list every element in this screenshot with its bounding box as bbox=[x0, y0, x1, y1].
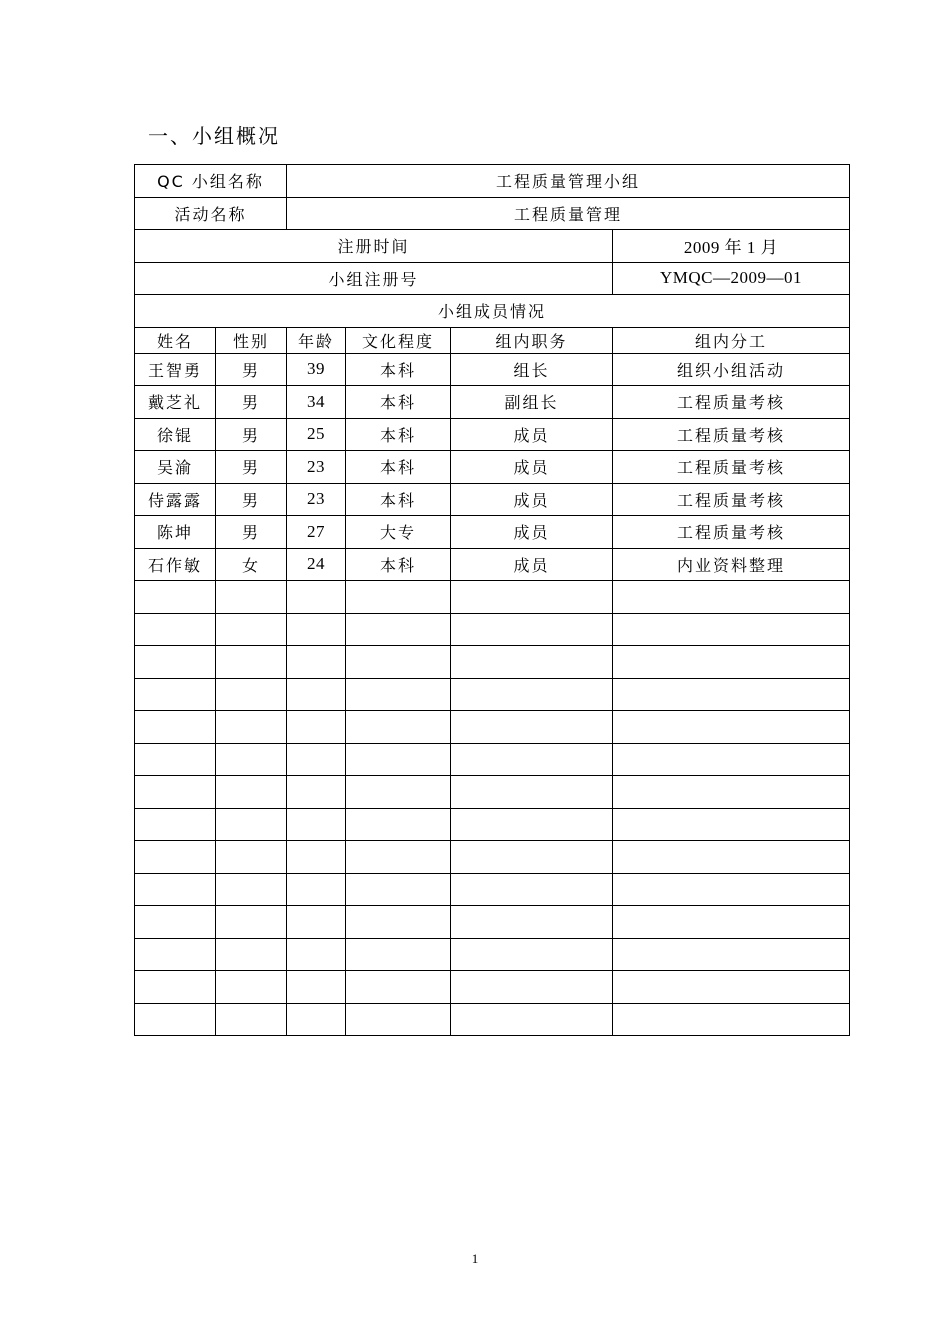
reg-time-label: 注册时间 bbox=[135, 230, 613, 263]
empty-cell bbox=[451, 613, 613, 646]
header-gender: 性别 bbox=[216, 327, 287, 353]
empty-cell bbox=[613, 906, 850, 939]
empty-cell bbox=[346, 646, 451, 679]
empty-row bbox=[135, 938, 850, 971]
member-education: 本科 bbox=[346, 451, 451, 484]
empty-cell bbox=[135, 971, 216, 1004]
member-position: 成员 bbox=[451, 548, 613, 581]
qc-name-row bbox=[135, 165, 850, 198]
empty-cell bbox=[135, 613, 216, 646]
empty-cell bbox=[451, 808, 613, 841]
empty-row bbox=[135, 873, 850, 906]
member-position: 成员 bbox=[451, 483, 613, 516]
empty-cell bbox=[287, 581, 346, 614]
member-duty: 工程质量考核 bbox=[613, 418, 850, 451]
member-duty: 工程质量考核 bbox=[613, 483, 850, 516]
header-name: 姓名 bbox=[135, 327, 216, 353]
empty-row bbox=[135, 646, 850, 679]
empty-cell bbox=[135, 646, 216, 679]
header-position: 组内职务 bbox=[451, 327, 613, 353]
empty-cell bbox=[613, 808, 850, 841]
empty-cell bbox=[613, 646, 850, 679]
empty-cell bbox=[135, 1003, 216, 1036]
activity-row bbox=[135, 197, 850, 230]
member-position: 成员 bbox=[451, 418, 613, 451]
empty-cell bbox=[613, 938, 850, 971]
empty-cell bbox=[451, 938, 613, 971]
member-gender: 男 bbox=[216, 386, 287, 419]
empty-cell bbox=[135, 678, 216, 711]
empty-cell bbox=[613, 711, 850, 744]
empty-row bbox=[135, 743, 850, 776]
member-row bbox=[135, 353, 850, 386]
empty-cell bbox=[451, 971, 613, 1004]
empty-row bbox=[135, 971, 850, 1004]
header-education: 文化程度 bbox=[346, 327, 451, 353]
member-age: 34 bbox=[287, 386, 346, 419]
empty-cell bbox=[287, 873, 346, 906]
member-name: 吴渝 bbox=[135, 451, 216, 484]
member-gender: 男 bbox=[216, 516, 287, 549]
empty-cell bbox=[287, 776, 346, 809]
member-row bbox=[135, 483, 850, 516]
empty-row bbox=[135, 841, 850, 874]
empty-cell bbox=[346, 613, 451, 646]
empty-cell bbox=[216, 971, 287, 1004]
empty-cell bbox=[216, 906, 287, 939]
reg-no-row bbox=[135, 262, 850, 295]
empty-cell bbox=[287, 613, 346, 646]
member-age: 23 bbox=[287, 483, 346, 516]
members-title-row bbox=[135, 295, 850, 328]
empty-cell bbox=[346, 1003, 451, 1036]
empty-cell bbox=[135, 873, 216, 906]
empty-cell bbox=[216, 938, 287, 971]
empty-cell bbox=[346, 841, 451, 874]
reg-no-value: YMQC—2009—01 bbox=[613, 262, 850, 295]
empty-cell bbox=[613, 971, 850, 1004]
member-name: 侍露露 bbox=[135, 483, 216, 516]
member-row bbox=[135, 516, 850, 549]
empty-cell bbox=[216, 646, 287, 679]
empty-cell bbox=[216, 711, 287, 744]
empty-cell bbox=[451, 906, 613, 939]
empty-cell bbox=[216, 873, 287, 906]
member-position: 副组长 bbox=[451, 386, 613, 419]
empty-cell bbox=[451, 646, 613, 679]
member-position: 成员 bbox=[451, 451, 613, 484]
empty-cell bbox=[346, 873, 451, 906]
reg-time-value: 2009 年 1 月 bbox=[613, 230, 850, 263]
empty-cell bbox=[135, 808, 216, 841]
empty-cell bbox=[287, 808, 346, 841]
member-duty: 工程质量考核 bbox=[613, 386, 850, 419]
empty-cell bbox=[287, 841, 346, 874]
member-duty: 工程质量考核 bbox=[613, 451, 850, 484]
empty-cell bbox=[346, 678, 451, 711]
empty-cell bbox=[287, 1003, 346, 1036]
empty-cell bbox=[346, 711, 451, 744]
empty-row bbox=[135, 1003, 850, 1036]
qc-name-value: 工程质量管理小组 bbox=[287, 165, 850, 198]
empty-cell bbox=[287, 938, 346, 971]
empty-cell bbox=[451, 581, 613, 614]
empty-cell bbox=[135, 581, 216, 614]
empty-cell bbox=[135, 711, 216, 744]
header-age: 年龄 bbox=[287, 327, 346, 353]
empty-cell bbox=[135, 743, 216, 776]
empty-row bbox=[135, 808, 850, 841]
empty-cell bbox=[216, 841, 287, 874]
empty-row bbox=[135, 581, 850, 614]
section-heading: 一、小组概况 bbox=[148, 124, 280, 148]
empty-cell bbox=[346, 581, 451, 614]
empty-cell bbox=[451, 743, 613, 776]
empty-cell bbox=[216, 613, 287, 646]
member-gender: 男 bbox=[216, 483, 287, 516]
empty-cell bbox=[346, 776, 451, 809]
empty-cell bbox=[135, 906, 216, 939]
empty-cell bbox=[613, 873, 850, 906]
empty-cell bbox=[216, 808, 287, 841]
member-row bbox=[135, 386, 850, 419]
reg-time-row bbox=[135, 230, 850, 263]
member-row bbox=[135, 451, 850, 484]
page-number: 1 bbox=[471, 1251, 479, 1266]
empty-cell bbox=[346, 808, 451, 841]
empty-cell bbox=[135, 776, 216, 809]
member-row bbox=[135, 418, 850, 451]
empty-cell bbox=[613, 743, 850, 776]
empty-cell bbox=[346, 938, 451, 971]
member-name: 王智勇 bbox=[135, 353, 216, 386]
empty-cell bbox=[451, 841, 613, 874]
empty-cell bbox=[451, 678, 613, 711]
member-gender: 男 bbox=[216, 353, 287, 386]
member-name: 石作敏 bbox=[135, 548, 216, 581]
member-name: 戴芝礼 bbox=[135, 386, 216, 419]
member-duty: 工程质量考核 bbox=[613, 516, 850, 549]
empty-cell bbox=[346, 971, 451, 1004]
member-education: 本科 bbox=[346, 418, 451, 451]
member-education: 大专 bbox=[346, 516, 451, 549]
empty-row bbox=[135, 613, 850, 646]
empty-cell bbox=[451, 1003, 613, 1036]
empty-cell bbox=[287, 743, 346, 776]
member-gender: 女 bbox=[216, 548, 287, 581]
member-name: 陈坤 bbox=[135, 516, 216, 549]
member-position: 组长 bbox=[451, 353, 613, 386]
members-title: 小组成员情况 bbox=[135, 295, 850, 328]
member-age: 27 bbox=[287, 516, 346, 549]
reg-no-label: 小组注册号 bbox=[135, 262, 613, 295]
empty-row bbox=[135, 678, 850, 711]
empty-cell bbox=[216, 678, 287, 711]
member-gender: 男 bbox=[216, 451, 287, 484]
empty-cell bbox=[613, 678, 850, 711]
empty-row bbox=[135, 906, 850, 939]
empty-cell bbox=[216, 581, 287, 614]
activity-value: 工程质量管理 bbox=[287, 197, 850, 230]
qc-name-label: QC 小组名称 bbox=[135, 165, 287, 198]
empty-cell bbox=[451, 776, 613, 809]
empty-cell bbox=[216, 743, 287, 776]
member-age: 39 bbox=[287, 353, 346, 386]
empty-cell bbox=[613, 581, 850, 614]
empty-cell bbox=[287, 678, 346, 711]
member-education: 本科 bbox=[346, 548, 451, 581]
member-header-row bbox=[135, 327, 850, 353]
empty-cell bbox=[451, 873, 613, 906]
member-duty: 内业资料整理 bbox=[613, 548, 850, 581]
empty-cell bbox=[135, 841, 216, 874]
member-education: 本科 bbox=[346, 483, 451, 516]
empty-cell bbox=[216, 776, 287, 809]
member-row bbox=[135, 548, 850, 581]
empty-cell bbox=[287, 906, 346, 939]
empty-cell bbox=[346, 906, 451, 939]
qc-group-table bbox=[134, 164, 850, 1036]
empty-row bbox=[135, 776, 850, 809]
empty-cell bbox=[135, 938, 216, 971]
member-name: 徐锟 bbox=[135, 418, 216, 451]
member-gender: 男 bbox=[216, 418, 287, 451]
member-education: 本科 bbox=[346, 353, 451, 386]
empty-cell bbox=[287, 646, 346, 679]
empty-cell bbox=[613, 776, 850, 809]
member-age: 24 bbox=[287, 548, 346, 581]
header-duty: 组内分工 bbox=[613, 327, 850, 353]
empty-cell bbox=[287, 711, 346, 744]
member-duty: 组织小组活动 bbox=[613, 353, 850, 386]
empty-cell bbox=[216, 1003, 287, 1036]
activity-label: 活动名称 bbox=[135, 197, 287, 230]
empty-row bbox=[135, 711, 850, 744]
empty-cell bbox=[287, 971, 346, 1004]
empty-cell bbox=[346, 743, 451, 776]
empty-cell bbox=[451, 711, 613, 744]
member-age: 23 bbox=[287, 451, 346, 484]
empty-cell bbox=[613, 613, 850, 646]
empty-cell bbox=[613, 841, 850, 874]
empty-cell bbox=[613, 1003, 850, 1036]
member-age: 25 bbox=[287, 418, 346, 451]
member-position: 成员 bbox=[451, 516, 613, 549]
member-education: 本科 bbox=[346, 386, 451, 419]
